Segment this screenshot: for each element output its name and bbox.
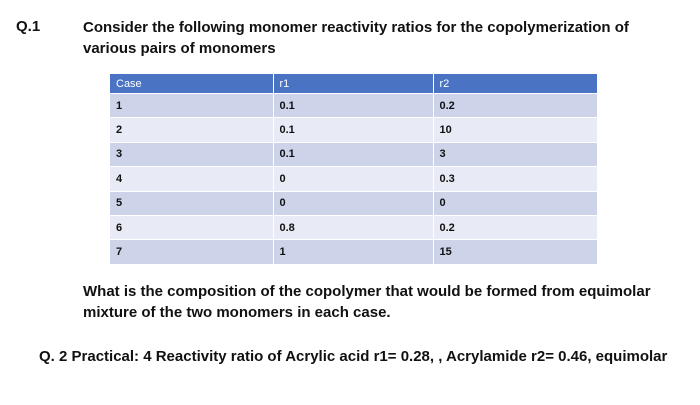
header-case: Case xyxy=(110,74,273,94)
cell-r1: 0 xyxy=(273,191,433,215)
cell-case: 2 xyxy=(110,118,273,142)
cell-case: 1 xyxy=(110,94,273,118)
table-row xyxy=(110,191,597,215)
cell-r2: 0.3 xyxy=(433,167,597,191)
question-1-prompt: Consider the following monomer reactivity ratios for the copolymerization of various pairs of monomers xyxy=(83,19,629,57)
cell-case: 4 xyxy=(110,167,273,191)
cell-r1: 0.8 xyxy=(273,215,433,239)
composition-question: What is the composition of the copolymer that would be formed from equimolar mixture of the two monomers in each case. xyxy=(83,283,651,321)
question-2-practical: Q. 2 Practical: 4 Reactivity ratio of Acrylic acid r1= 0.28, , Acrylamide r2= 0.46, equimolar xyxy=(39,348,668,365)
cell-r1: 0.1 xyxy=(273,142,433,166)
cell-r1: 0.1 xyxy=(273,94,433,118)
cell-r1: 0.1 xyxy=(273,118,433,142)
cell-r2: 3 xyxy=(433,142,597,166)
cell-case: 6 xyxy=(110,215,273,239)
table-row xyxy=(110,240,597,264)
header-r2: r2 xyxy=(433,74,597,94)
cell-r2: 0 xyxy=(433,191,597,215)
table-row xyxy=(110,215,597,239)
cell-r2: 0.2 xyxy=(433,215,597,239)
question-1-number: Q.1 xyxy=(16,18,41,35)
cell-r1: 1 xyxy=(273,240,433,264)
cell-r2: 15 xyxy=(433,240,597,264)
table-row xyxy=(110,142,597,166)
cell-case: 5 xyxy=(110,191,273,215)
table-row xyxy=(110,167,597,191)
table-row xyxy=(110,94,597,118)
cell-case: 7 xyxy=(110,240,273,264)
cell-r2: 0.2 xyxy=(433,94,597,118)
header-r1: r1 xyxy=(273,74,433,94)
table-row xyxy=(110,118,597,142)
reactivity-ratio-table xyxy=(110,74,598,264)
cell-case: 3 xyxy=(110,142,273,166)
table-header-row xyxy=(110,74,597,94)
cell-r1: 0 xyxy=(273,167,433,191)
cell-r2: 10 xyxy=(433,118,597,142)
